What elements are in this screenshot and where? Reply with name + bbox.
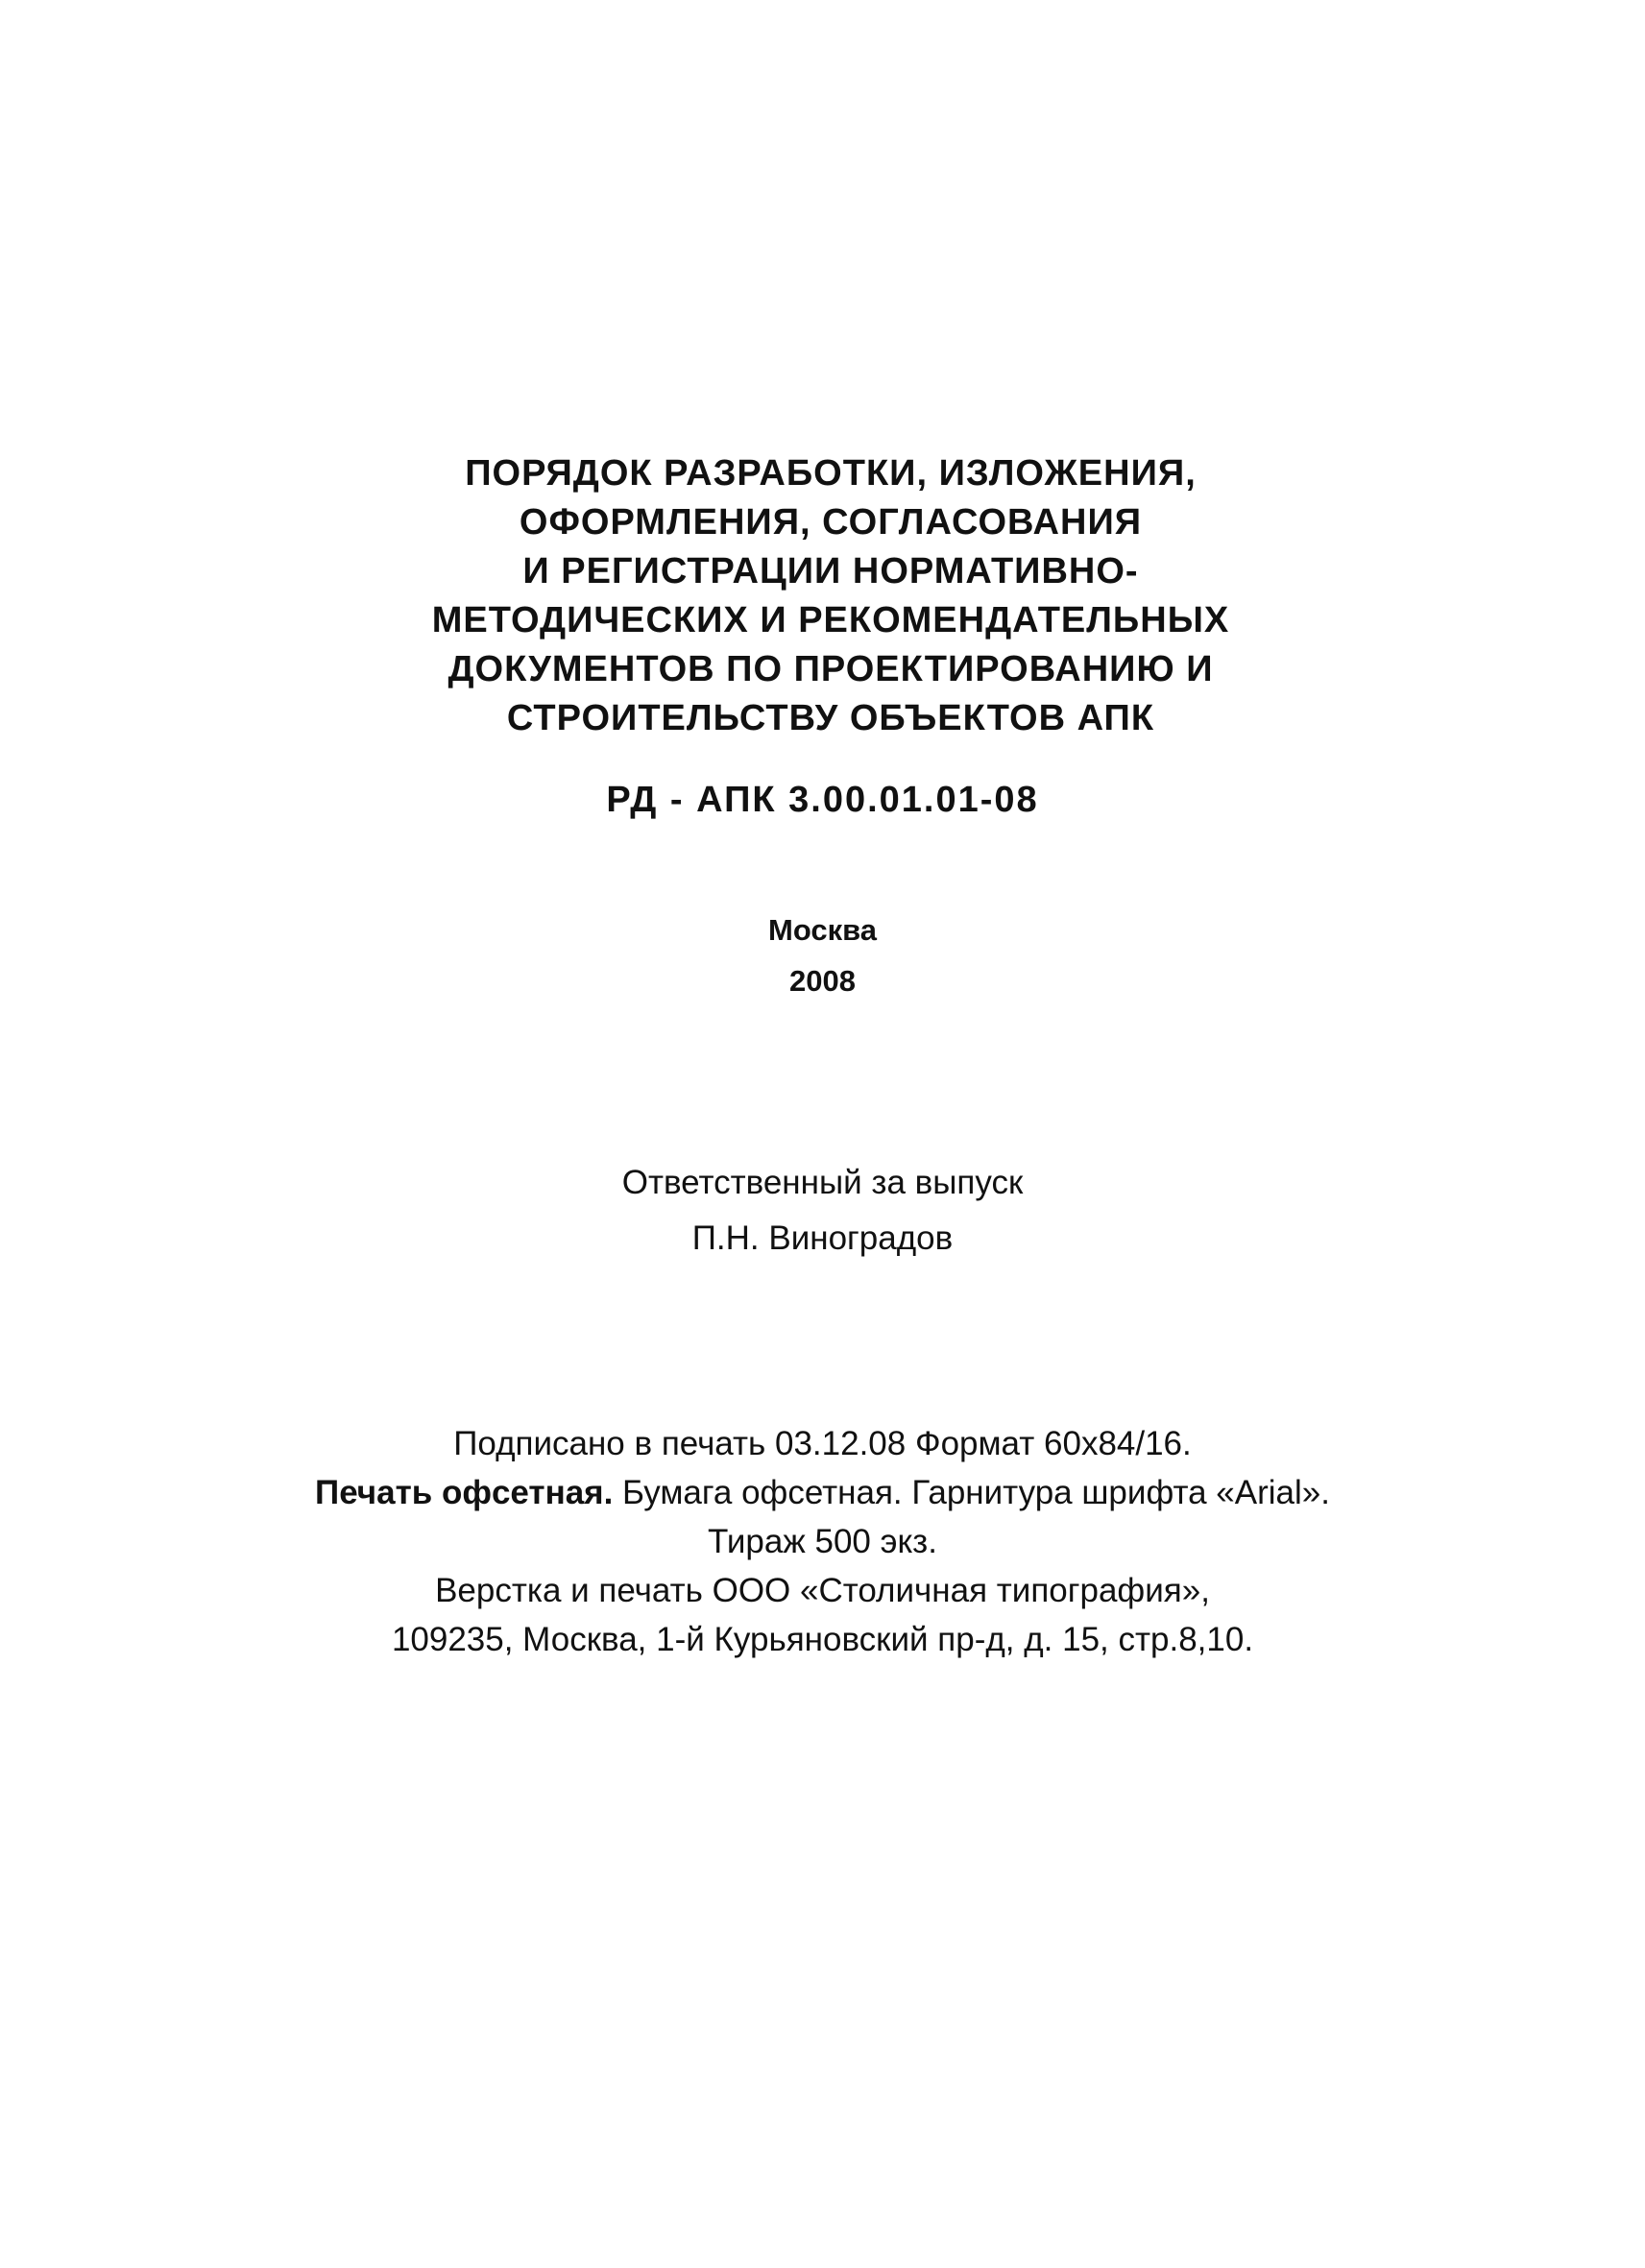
- imprint-paper-font: Бумага офсетная. Гарнитура шрифта «Arial».: [613, 1474, 1330, 1511]
- publication-year: 2008: [789, 964, 856, 998]
- title-line: МЕТОДИЧЕСКИХ И РЕКОМЕНДАТЕЛЬНЫХ: [431, 600, 1230, 640]
- publication-place-year: [0, 905, 1645, 1006]
- title-line: ОФОРМЛЕНИЯ, СОГЛАСОВАНИЯ: [519, 502, 1143, 543]
- responsible-block: [0, 1155, 1645, 1267]
- imprint-block: [0, 1419, 1645, 1664]
- imprint-printer: Верстка и печать ООО «Столичная типография»,: [435, 1572, 1210, 1609]
- document-code: РД - АПК 3.00.01.01-08: [606, 780, 1039, 820]
- document-title: [413, 449, 1248, 743]
- title-line: ДОКУМЕНТОВ ПО ПРОЕКТИРОВАНИЮ И: [448, 649, 1214, 689]
- imprint-print-type: Печать офсетная.: [315, 1474, 614, 1511]
- imprint-print-paper-font: [0, 1468, 1645, 1517]
- title-line: СТРОИТЕЛЬСТВУ ОБЪЕКТОВ АПК: [506, 698, 1155, 738]
- publication-city: Москва: [768, 913, 877, 947]
- title-line: И РЕГИСТРАЦИИ НОРМАТИВНО-: [522, 551, 1139, 591]
- title-line: ПОРЯДОК РАЗРАБОТКИ, ИЗЛОЖЕНИЯ,: [465, 453, 1197, 494]
- imprint-print-run: Тираж 500 экз.: [708, 1523, 937, 1560]
- responsible-name: П.Н. Виноградов: [691, 1219, 954, 1257]
- responsible-label: Ответственный за выпуск: [621, 1164, 1024, 1201]
- imprint-printer-address: 109235, Москва, 1-й Курьяновский пр-д, д. 15, стр.8,10.: [391, 1621, 1254, 1658]
- imprint-signed-format: Подписано в печать 03.12.08 Формат 60х84/16.: [453, 1425, 1192, 1462]
- document-code-block: [0, 776, 1645, 824]
